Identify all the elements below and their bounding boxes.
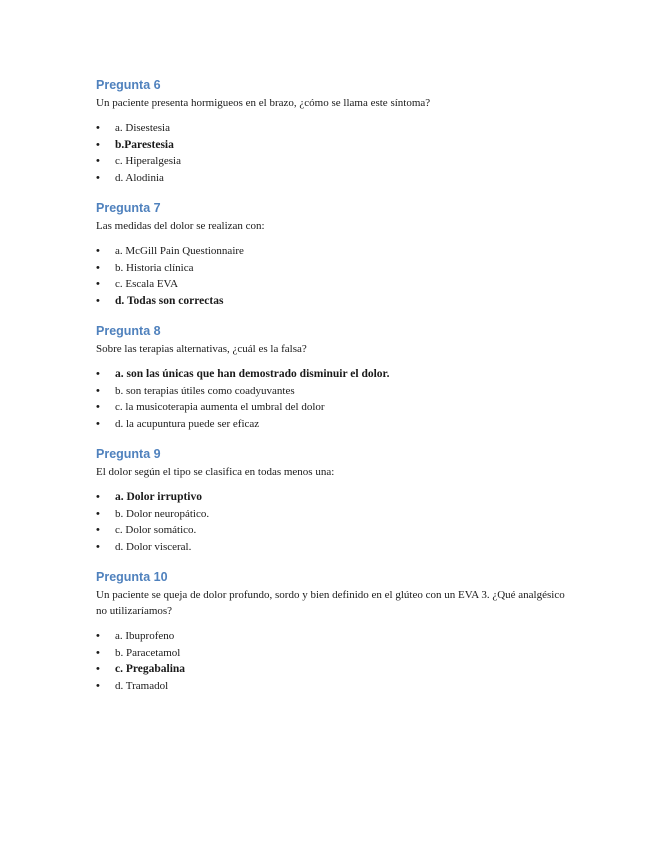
- bullet-icon: •: [96, 524, 100, 537]
- option-label: d. Todas son correctas: [115, 294, 224, 307]
- question-heading: Pregunta 6: [96, 78, 161, 92]
- question-text: Un paciente presenta hormigueos en el brazo, ¿cómo se llama este síntoma?: [96, 97, 431, 109]
- options-list: [96, 243, 566, 309]
- bullet-icon: •: [96, 491, 100, 503]
- option-label: c. Hiperalgesia: [115, 155, 181, 168]
- bullet-icon: •: [96, 171, 100, 184]
- option-a-correct: [96, 489, 566, 506]
- option-d: [96, 170, 566, 187]
- bullet-icon: •: [96, 417, 100, 430]
- option-label: c. Escala EVA: [115, 278, 179, 291]
- bullet-icon: •: [96, 663, 100, 676]
- options-list: [96, 489, 566, 555]
- option-label: a. McGill Pain Questionnaire: [115, 245, 244, 257]
- option-d: [96, 539, 566, 556]
- option-label: b. Dolor neuropático.: [115, 507, 210, 520]
- option-c: [96, 522, 566, 539]
- option-c: [96, 399, 566, 416]
- question-text: El dolor según el tipo se clasifica en todas menos una:: [96, 466, 335, 478]
- option-b: [96, 383, 566, 400]
- bullet-icon: •: [96, 401, 100, 414]
- bullet-icon: •: [96, 384, 100, 397]
- question-heading: Pregunta 8: [96, 324, 161, 338]
- option-label: b. Historia clínica: [115, 261, 194, 274]
- option-d-correct: [96, 293, 566, 310]
- option-d: [96, 416, 566, 433]
- question-8: [96, 324, 566, 432]
- option-label: a. Ibuprofeno: [115, 630, 175, 642]
- option-label: c. la musicoterapia aumenta el umbral del dolor: [115, 401, 325, 414]
- option-b: [96, 260, 566, 277]
- option-label: d. Dolor visceral.: [115, 540, 192, 553]
- question-6: [96, 78, 566, 186]
- question-heading: Pregunta 9: [96, 447, 161, 461]
- option-label: c. Dolor somático.: [115, 524, 197, 537]
- option-label: b. Paracetamol: [115, 646, 181, 659]
- bullet-icon: •: [96, 294, 100, 307]
- bullet-icon: •: [96, 278, 100, 291]
- option-label: d. Tramadol: [115, 679, 169, 692]
- option-label: a. Disestesia: [115, 122, 170, 134]
- option-c: [96, 276, 566, 293]
- option-c: [96, 153, 566, 170]
- option-label: b. son terapias útiles como coadyuvantes: [115, 384, 295, 397]
- question-10: [96, 570, 566, 694]
- option-b-correct: [96, 137, 566, 154]
- option-b: [96, 645, 566, 662]
- options-list: [96, 120, 566, 186]
- bullet-icon: •: [96, 507, 100, 520]
- bullet-icon: •: [96, 122, 100, 134]
- option-label: a. Dolor irruptivo: [115, 491, 202, 503]
- bullet-icon: •: [96, 261, 100, 274]
- question-7: [96, 201, 566, 309]
- option-label: b.Parestesia: [115, 138, 174, 151]
- option-label: d. la acupuntura puede ser eficaz: [115, 417, 260, 430]
- option-a: [96, 628, 566, 645]
- option-d: [96, 678, 566, 695]
- question-heading: Pregunta 7: [96, 201, 161, 215]
- bullet-icon: •: [96, 630, 100, 642]
- question-heading: Pregunta 10: [96, 570, 168, 584]
- bullet-icon: •: [96, 245, 100, 257]
- option-a: [96, 243, 566, 260]
- bullet-icon: •: [96, 646, 100, 659]
- options-list: [96, 628, 566, 694]
- bullet-icon: •: [96, 540, 100, 553]
- option-a-correct: [96, 366, 566, 383]
- question-text: Sobre las terapias alternativas, ¿cuál es la falsa?: [96, 343, 307, 355]
- option-label: d. Alodinia: [115, 171, 164, 184]
- option-b: [96, 506, 566, 523]
- option-label: a. son las únicas que han demostrado disminuir el dolor.: [115, 368, 390, 380]
- option-a: [96, 120, 566, 137]
- question-text: Un paciente se queja de dolor profundo, sordo y bien definido en el glúteo con un EVA 3. ¿Qué analgésico no utilizaríamos?: [96, 589, 565, 617]
- bullet-icon: •: [96, 155, 100, 168]
- question-9: [96, 447, 566, 555]
- bullet-icon: •: [96, 679, 100, 692]
- option-c-correct: [96, 661, 566, 678]
- question-text: Las medidas del dolor se realizan con:: [96, 220, 265, 232]
- bullet-icon: •: [96, 138, 100, 151]
- bullet-icon: •: [96, 368, 100, 380]
- options-list: [96, 366, 566, 432]
- option-label: c. Pregabalina: [115, 663, 186, 676]
